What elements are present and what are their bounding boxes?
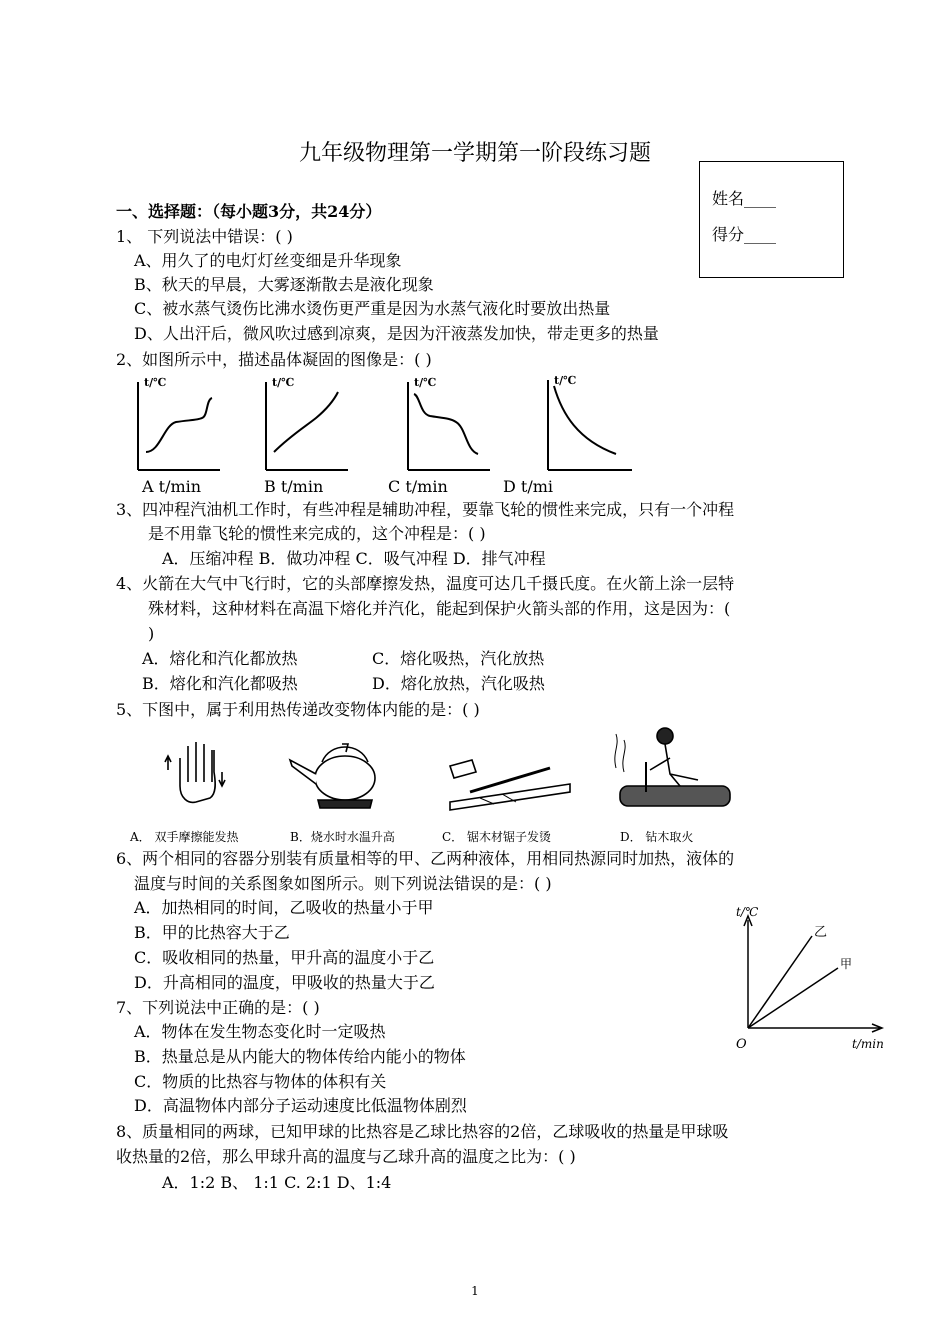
graph-a-ylabel: t/℃ (144, 376, 167, 389)
q4-stem-line2: 殊材料，这种材料在高温下熔化并汽化，能起到保护火箭头部的作用，这是因为：( (148, 599, 731, 618)
q4-option-a: A．熔化和汽化都放热 (142, 649, 298, 668)
q2-graphs (120, 370, 660, 482)
q3-stem-line2: 是不用靠飞轮的惯性来完成的，这个冲程是：( ) (148, 524, 486, 543)
q6-graph-origin: O (736, 1037, 747, 1052)
q6-option-a: A．加热相同的时间，乙吸收的热量小于甲 (134, 898, 434, 917)
q4-option-b: B．熔化和汽化都吸热 (142, 674, 298, 693)
graph-d (548, 374, 632, 470)
graph-c-ylabel: t/℃ (414, 376, 437, 389)
q1-stem: 1、 下列说法中错误：( ) (116, 227, 293, 246)
q1-option-d: D、人出汗后，微风吹过感到凉爽，是因为汗液蒸发加快，带走更多的热量 (134, 324, 659, 343)
q5-caption-d: D． 钻木取火 (620, 830, 694, 844)
q8-options: A．1:2 B、 1:1 C. 2:1 D、1:4 (162, 1173, 392, 1192)
q2-stem: 2、如图所示中，描述晶体凝固的图像是：( ) (116, 350, 432, 369)
q6-graph-line2-label: 甲 (840, 957, 853, 971)
q3-stem-line1: 3、四冲程汽油机工作时，有些冲程是辅助冲程，要靠飞轮的惯性来完成，只有一个冲程 (116, 500, 735, 519)
rubbing-hands-picture (165, 742, 225, 802)
info-box (699, 161, 844, 278)
q4-stem-line1: 4、火箭在大气中飞行时，它的头部摩擦发热，温度可达几千摄氏度。在火箭上涂一层特 (116, 574, 735, 593)
page-title: 九年级物理第一学期第一阶段练习题 (298, 141, 651, 166)
q7-option-d: D．高温物体内部分子运动速度比低温物体剧烈 (134, 1096, 467, 1115)
section-heading: 一、选择题：（每小题3分，共24分） (116, 202, 382, 221)
graph-a-label: A t/min (142, 477, 202, 496)
q6-graph-line1-label: 乙 (814, 925, 828, 940)
q7-option-c: C．物质的比热容与物体的体积有关 (134, 1072, 387, 1091)
drilling-wood-picture (615, 728, 730, 806)
name-field: 姓名____ (712, 189, 777, 208)
q5-caption-a: A． 双手摩擦能发热 (130, 830, 239, 844)
q7-option-a: A．物体在发生物态变化时一定吸热 (134, 1022, 386, 1041)
q4-option-c: C．熔化吸热，汽化放热 (372, 649, 545, 668)
graph-b-label: B t/min (264, 477, 324, 496)
q6-option-b: B．甲的比热容大于乙 (134, 923, 290, 942)
q5-pictures (150, 722, 740, 822)
q7-option-b: B．热量总是从内能大的物体传给内能小的物体 (134, 1047, 466, 1066)
graph-b-ylabel: t/℃ (272, 376, 295, 389)
graph-a (138, 376, 220, 470)
q5-caption-c: C． 锯木材锯子发烫 (442, 830, 551, 844)
q6-graph-ylabel: t/℃ (736, 905, 759, 919)
score-field: 得分____ (712, 225, 777, 244)
graph-c-label: C t/min (388, 477, 448, 496)
q6-stem-line2: 温度与时间的关系图象如图所示。则下列说法错误的是：( ) (134, 874, 552, 893)
q6-graph-xlabel: t/min (852, 1037, 884, 1051)
graph-d-label: D t/mi (503, 477, 554, 496)
graph-b (266, 376, 348, 470)
kettle-picture (290, 744, 375, 808)
q1-option-b: B、秋天的早晨，大雾逐渐散去是液化现象 (134, 275, 434, 294)
q6-graph (730, 900, 892, 1060)
graph-c (408, 376, 490, 470)
q6-option-d: D．升高相同的温度，甲吸收的热量大于乙 (134, 973, 435, 992)
q5-stem: 5、下图中，属于利用热传递改变物体内能的是：( ) (116, 700, 480, 719)
q4-stem-line3: ) (148, 624, 155, 643)
q6-option-c: C．吸收相同的热量，甲升高的温度小于乙 (134, 948, 435, 967)
q1-option-c: C、被水蒸气烫伤比沸水烫伤更严重是因为水蒸气液化时要放出热量 (134, 299, 611, 318)
page-number: 1 (471, 1284, 479, 1298)
q7-stem: 7、下列说法中正确的是：( ) (116, 998, 320, 1017)
q8-stem-line1: 8、质量相同的两球，已知甲球的比热容是乙球比热容的2倍，乙球吸收的热量是甲球吸 (116, 1122, 729, 1141)
q1-option-a: A、用久了的电灯灯丝变细是升华现象 (134, 251, 402, 270)
saw-picture (450, 760, 570, 810)
graph-d-ylabel: t/℃ (554, 374, 577, 387)
q3-options: A．压缩冲程 B．做功冲程 C．吸气冲程 D．排气冲程 (162, 549, 546, 568)
q6-stem-line1: 6、两个相同的容器分别装有质量相等的甲、乙两种液体，用相同热源同时加热，液体的 (116, 849, 735, 868)
q8-stem-line2: 收热量的2倍，那么甲球升高的温度与乙球升高的温度之比为：( ) (116, 1147, 576, 1166)
q5-caption-b: B．烧水时水温升高 (290, 830, 395, 844)
q4-option-d: D．熔化放热，汽化吸热 (372, 674, 545, 693)
